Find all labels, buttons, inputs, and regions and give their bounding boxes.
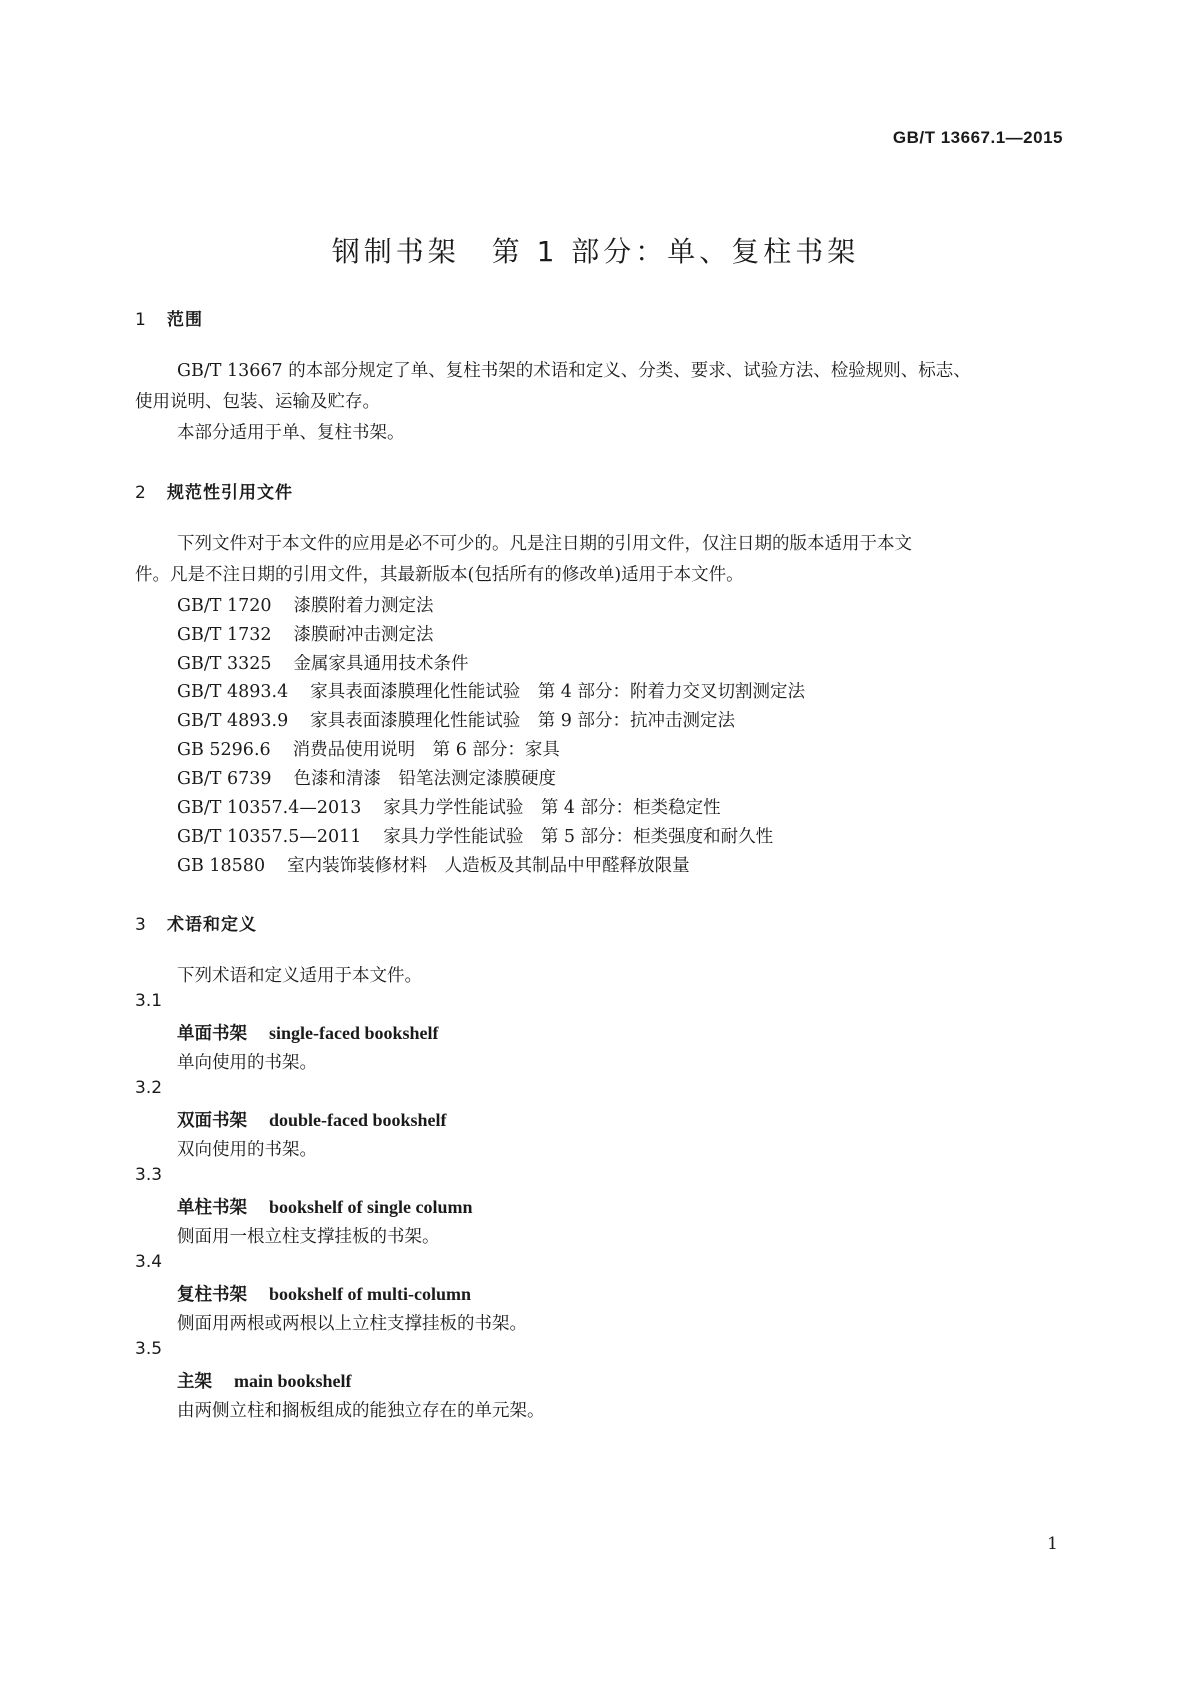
reference-item: [177, 794, 721, 819]
term-number: 3.1: [135, 991, 163, 1011]
term-definition: 由两侧立柱和搁板组成的能独立存在的单元架。: [177, 1401, 545, 1421]
reference-item: [177, 852, 690, 877]
reference-code: GB 18580: [177, 856, 266, 876]
reference-code: GB/T 10357.5—2011: [177, 827, 362, 847]
reference-title: 金属家具通用技术条件: [293, 654, 469, 674]
section-title: 范围: [167, 310, 203, 330]
reference-title: 家具表面漆膜理化性能试验 第 4 部分：附着力交叉切割测定法: [310, 682, 805, 702]
term-number: 3.2: [135, 1078, 163, 1098]
term-number: 3.4: [135, 1252, 163, 1272]
term-definition: 侧面用两根或两根以上立柱支撑挂板的书架。: [177, 1314, 527, 1334]
reference-code: GB/T 4893.9: [177, 711, 289, 731]
scope-paragraph: [135, 356, 1065, 449]
term-definition: 侧面用一根立柱支撑挂板的书架。: [177, 1227, 440, 1247]
paragraph-line: 本部分适用于单、复柱书架。: [177, 423, 405, 443]
term-chinese: 单柱书架: [177, 1198, 247, 1218]
term-definition: 单向使用的书架。: [177, 1053, 317, 1073]
reference-item: [177, 823, 773, 848]
term-number: 3.3: [135, 1165, 163, 1185]
section-title: 术语和定义: [167, 915, 257, 935]
reference-item: [177, 621, 434, 646]
reference-code: GB/T 1732: [177, 625, 272, 645]
paragraph-line: GB/T 13667 的本部分规定了单、复柱书架的术语和定义、分类、要求、试验方法、检验规则、标志、: [177, 361, 971, 381]
reference-item: [177, 678, 805, 703]
reference-code: GB/T 4893.4: [177, 682, 289, 702]
term-chinese: 复柱书架: [177, 1285, 247, 1305]
reference-title: 色漆和清漆 铅笔法测定漆膜硬度: [293, 769, 557, 789]
term-chinese: 单面书架: [177, 1024, 247, 1044]
term-english: bookshelf of single column: [269, 1197, 473, 1217]
term-english: single-faced bookshelf: [269, 1023, 439, 1043]
section-title: 规范性引用文件: [167, 483, 293, 503]
reference-title: 室内装饰装修材料 人造板及其制品中甲醛释放限量: [287, 856, 690, 876]
term-english: main bookshelf: [234, 1371, 352, 1391]
term-chinese: 双面书架: [177, 1111, 247, 1131]
reference-item: [177, 707, 735, 732]
reference-code: GB/T 1720: [177, 596, 272, 616]
term-chinese: 主架: [177, 1372, 212, 1392]
term-number: 3.5: [135, 1339, 163, 1359]
term-definition: 双向使用的书架。: [177, 1140, 317, 1160]
paragraph-line: 件。凡是不注日期的引用文件，其最新版本(包括所有的修改单)适用于本文件。: [135, 565, 744, 585]
reference-item: [177, 736, 560, 761]
reference-title: 家具力学性能试验 第 4 部分：柜类稳定性: [383, 798, 721, 818]
reference-item: [177, 592, 434, 617]
reference-code: GB/T 3325: [177, 654, 272, 674]
term-english: bookshelf of multi-column: [269, 1284, 472, 1304]
section-heading-normative: [135, 478, 293, 503]
terms-intro: 下列术语和定义适用于本文件。: [177, 966, 422, 986]
paragraph-line: 下列文件对于本文件的应用是必不可少的。凡是注日期的引用文件，仅注日期的版本适用于本文: [177, 534, 912, 554]
reference-code: GB/T 10357.4—2013: [177, 798, 362, 818]
reference-code: GB 5296.6: [177, 740, 271, 760]
term-entry: [177, 1107, 447, 1132]
normative-intro: [135, 529, 1065, 591]
section-heading-scope: [135, 305, 203, 330]
term-entry: [177, 1020, 439, 1045]
section-number: 3: [135, 915, 147, 935]
page-number: 1: [1047, 1534, 1058, 1554]
paragraph-line: 使用说明、包装、运输及贮存。: [135, 392, 380, 412]
section-number: 1: [135, 310, 147, 330]
section-heading-terms: [135, 910, 257, 935]
reference-title: 家具力学性能试验 第 5 部分：柜类强度和耐久性: [383, 827, 774, 847]
term-entry: [177, 1281, 471, 1306]
page-title: 钢制书架 第 1 部分：单、复柱书架: [331, 235, 860, 268]
term-english: double-faced bookshelf: [269, 1110, 447, 1130]
reference-title: 漆膜耐冲击测定法: [293, 625, 434, 645]
reference-item: [177, 650, 469, 675]
term-entry: [177, 1194, 473, 1219]
term-entry: [177, 1368, 352, 1393]
reference-title: 家具表面漆膜理化性能试验 第 9 部分：抗冲击测定法: [310, 711, 735, 731]
reference-title: 消费品使用说明 第 6 部分：家具: [292, 740, 560, 760]
section-number: 2: [135, 483, 147, 503]
document-code: GB/T 13667.1—2015: [892, 128, 1063, 147]
reference-item: [177, 765, 556, 790]
reference-title: 漆膜附着力测定法: [293, 596, 434, 616]
reference-code: GB/T 6739: [177, 769, 272, 789]
